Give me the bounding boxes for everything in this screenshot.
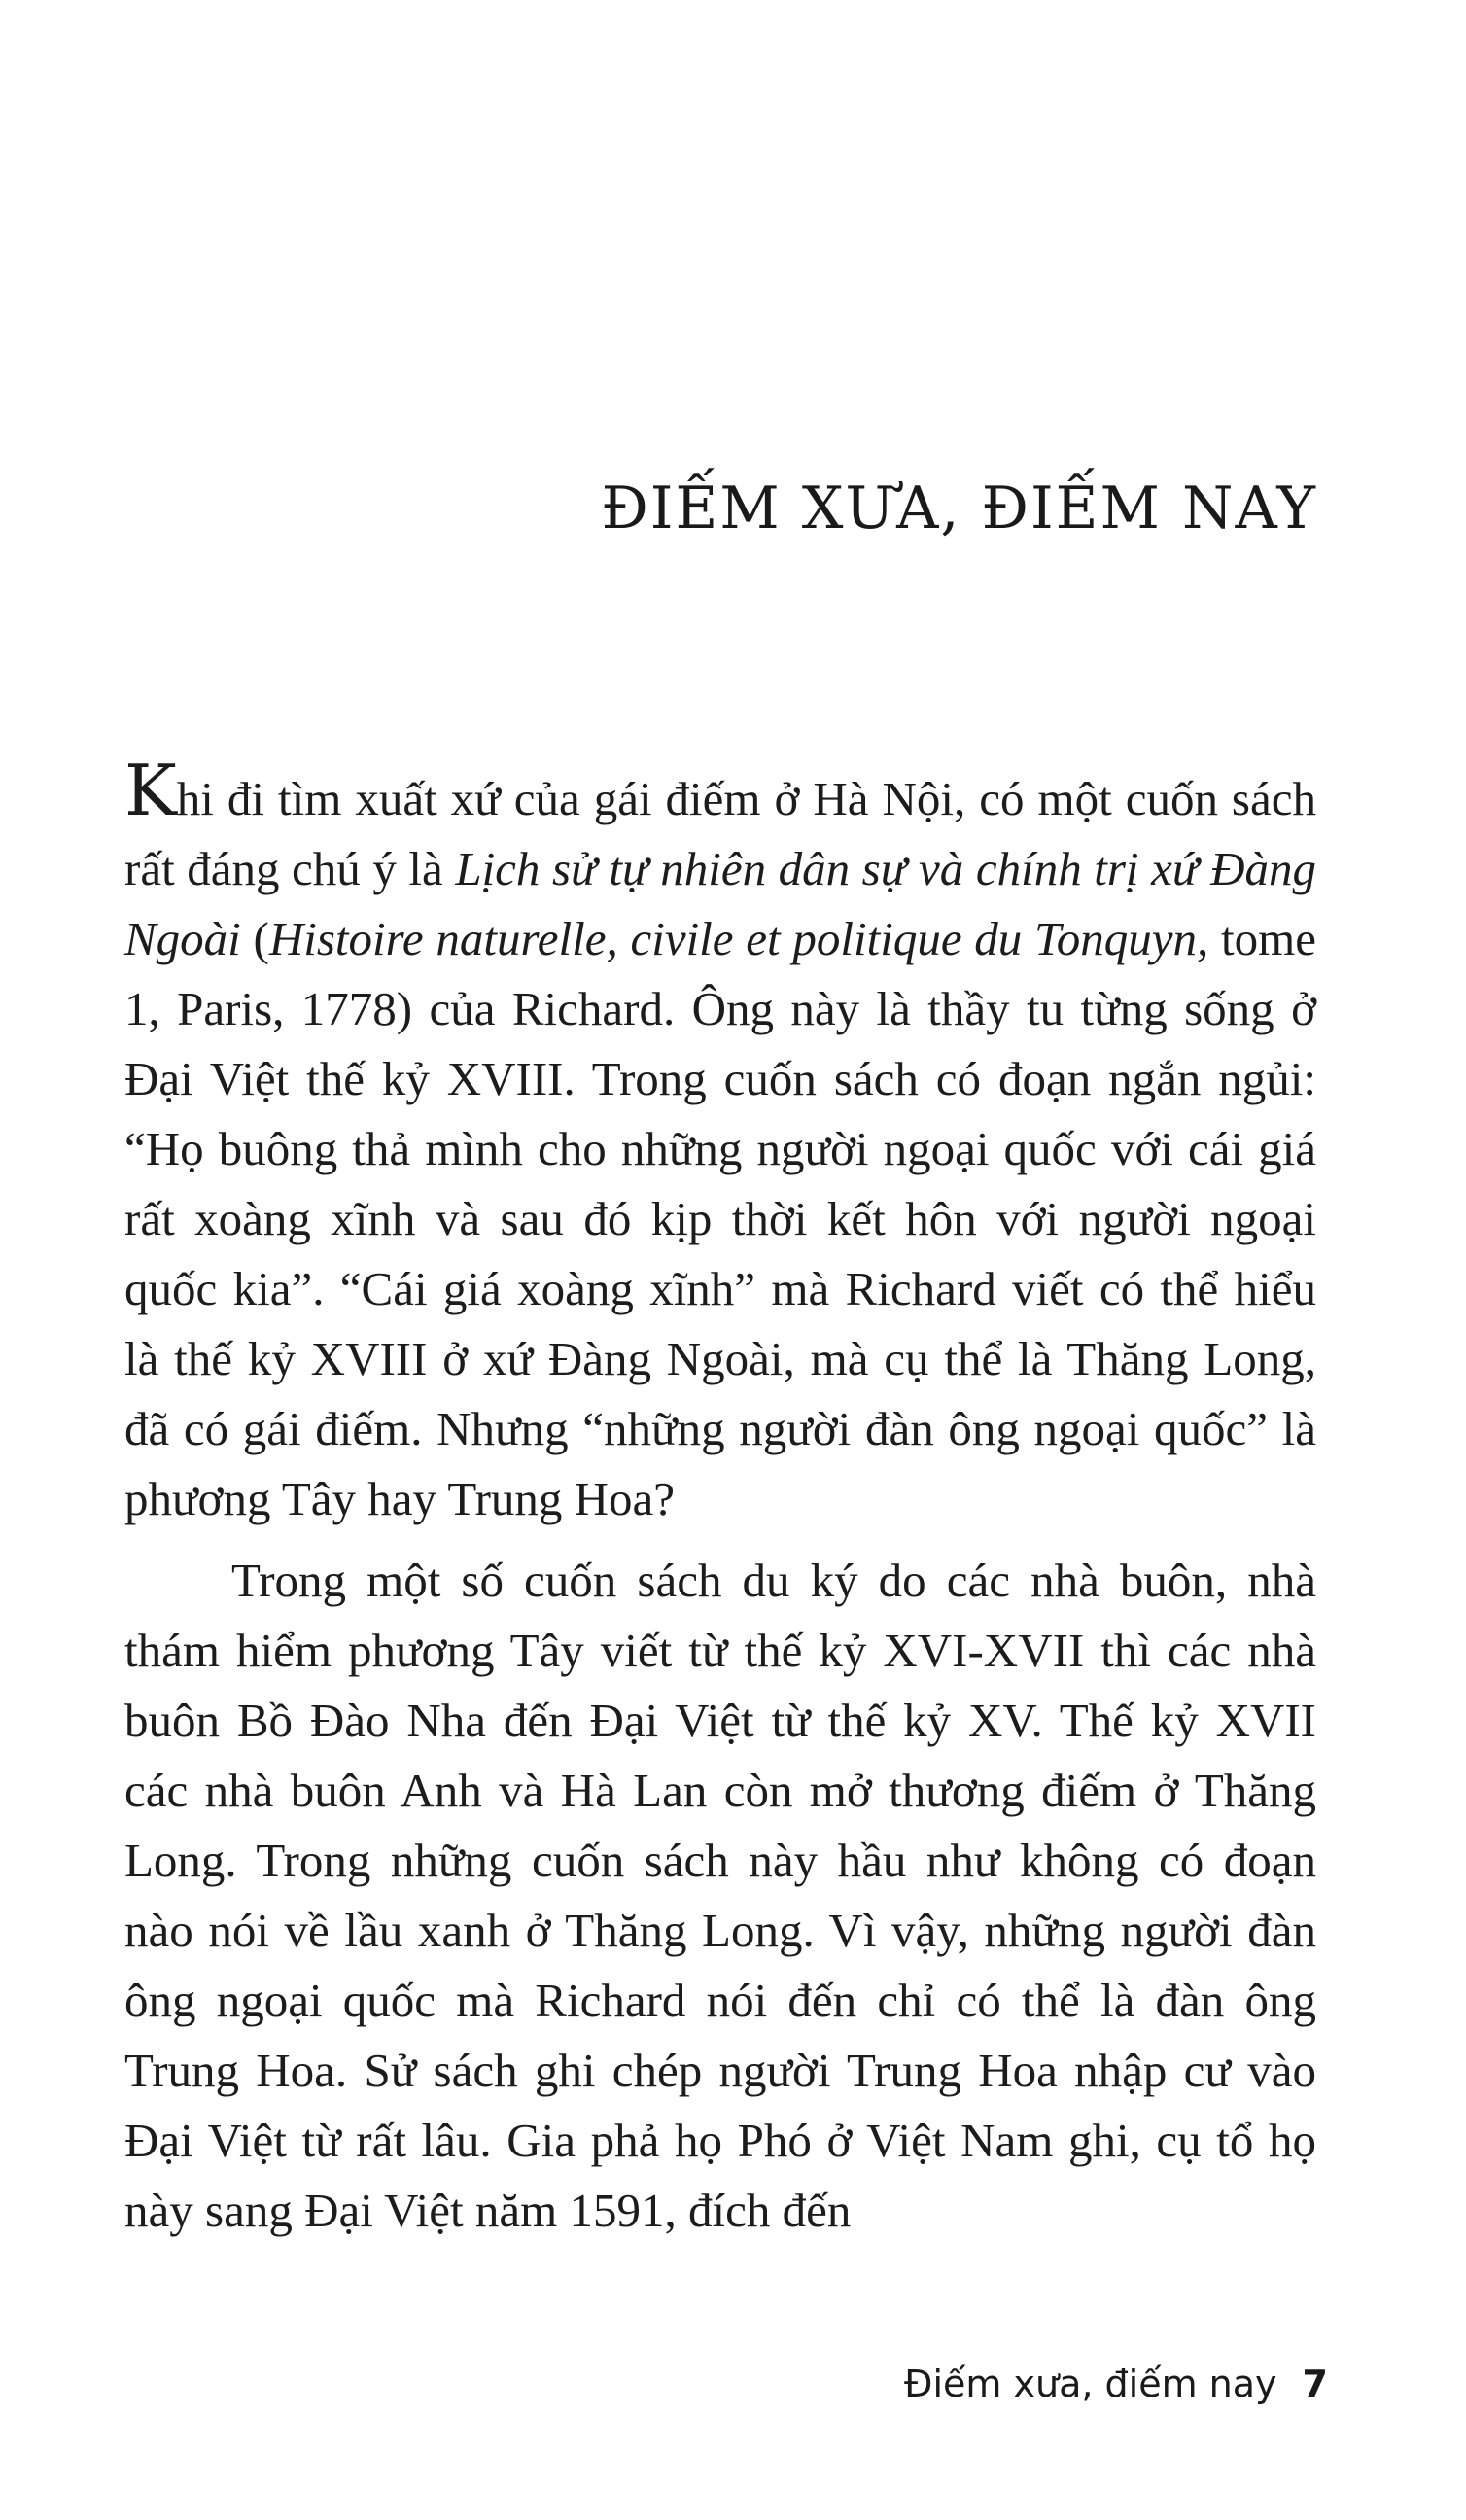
chapter-title: ĐIẾM XƯA, ĐIẾM NAY — [601, 474, 1317, 542]
text-segment: ( — [240, 912, 269, 965]
text-segment: Trong một số cuốn sách du ký do các nhà buôn, nhà thám hiểm phương Tây viết từ thế kỷ XVI-XVII thì các nhà buôn Bồ Đào Nha đến Đại Việt từ thế kỷ XV. Thế kỷ XVII các nhà buôn Anh và Hà Lan còn mở thương điếm ở Thăng Long. Trong những cuốn sách này hầu như không có đoạn nào nói về lầu xanh ở Thăng Long. Vì vậy, những người đàn ông ngoại quốc mà Richard nói đến chỉ có thể là đàn ông Trung Hoa. Sử sách ghi chép người Trung Hoa nhập cư vào Đại Việt từ rất lâu. Gia phả họ Phó ở Việt Nam ghi, cụ tổ họ này sang Đại Việt năm 1591, đích đến — [124, 1554, 1316, 2237]
body-text — [124, 750, 1317, 2258]
page-footer — [904, 2362, 1328, 2405]
text-segment: hi đi tìm xuất xứ của gái điếm ở Hà Nội, có một cuốn sách rất đáng chú ý là — [124, 772, 1316, 895]
page-number: 7 — [1302, 2362, 1328, 2405]
running-title: Điếm xưa, điếm nay — [904, 2362, 1277, 2405]
paragraph-1 — [124, 750, 1317, 1534]
paragraph-2 — [124, 1546, 1316, 2246]
text-segment: tome 1, Paris, 1778) của Richard. Ông này là thầy tu từng sống ở Đại Việt thế kỷ XVIII. Trong cuốn sách có đoạn ngắn ngủi: “Họ buông thả mình cho những người ngoại quốc với cái giá rất xoàng xĩnh và sau đó kịp thời kết hôn với người ngoại quốc kia”. “Cái giá xoàng xĩnh” mà Richard viết có thể hiểu là thế kỷ XVIII ở xứ Đàng Ngoài, mà cụ thể là Thăng Long, đã có gái điếm. Nhưng “những người đàn ông ngoại quốc” là phương Tây hay Trung Hoa? — [124, 912, 1316, 1525]
book-title-french: Histoire naturelle, civile et politique du Tonquyn, — [268, 912, 1209, 965]
drop-cap: K — [124, 750, 177, 831]
book-title-vietnamese: Lịch sử tự nhiên dân sự và chính trị xứ Đàng Ngoài — [124, 842, 1317, 965]
